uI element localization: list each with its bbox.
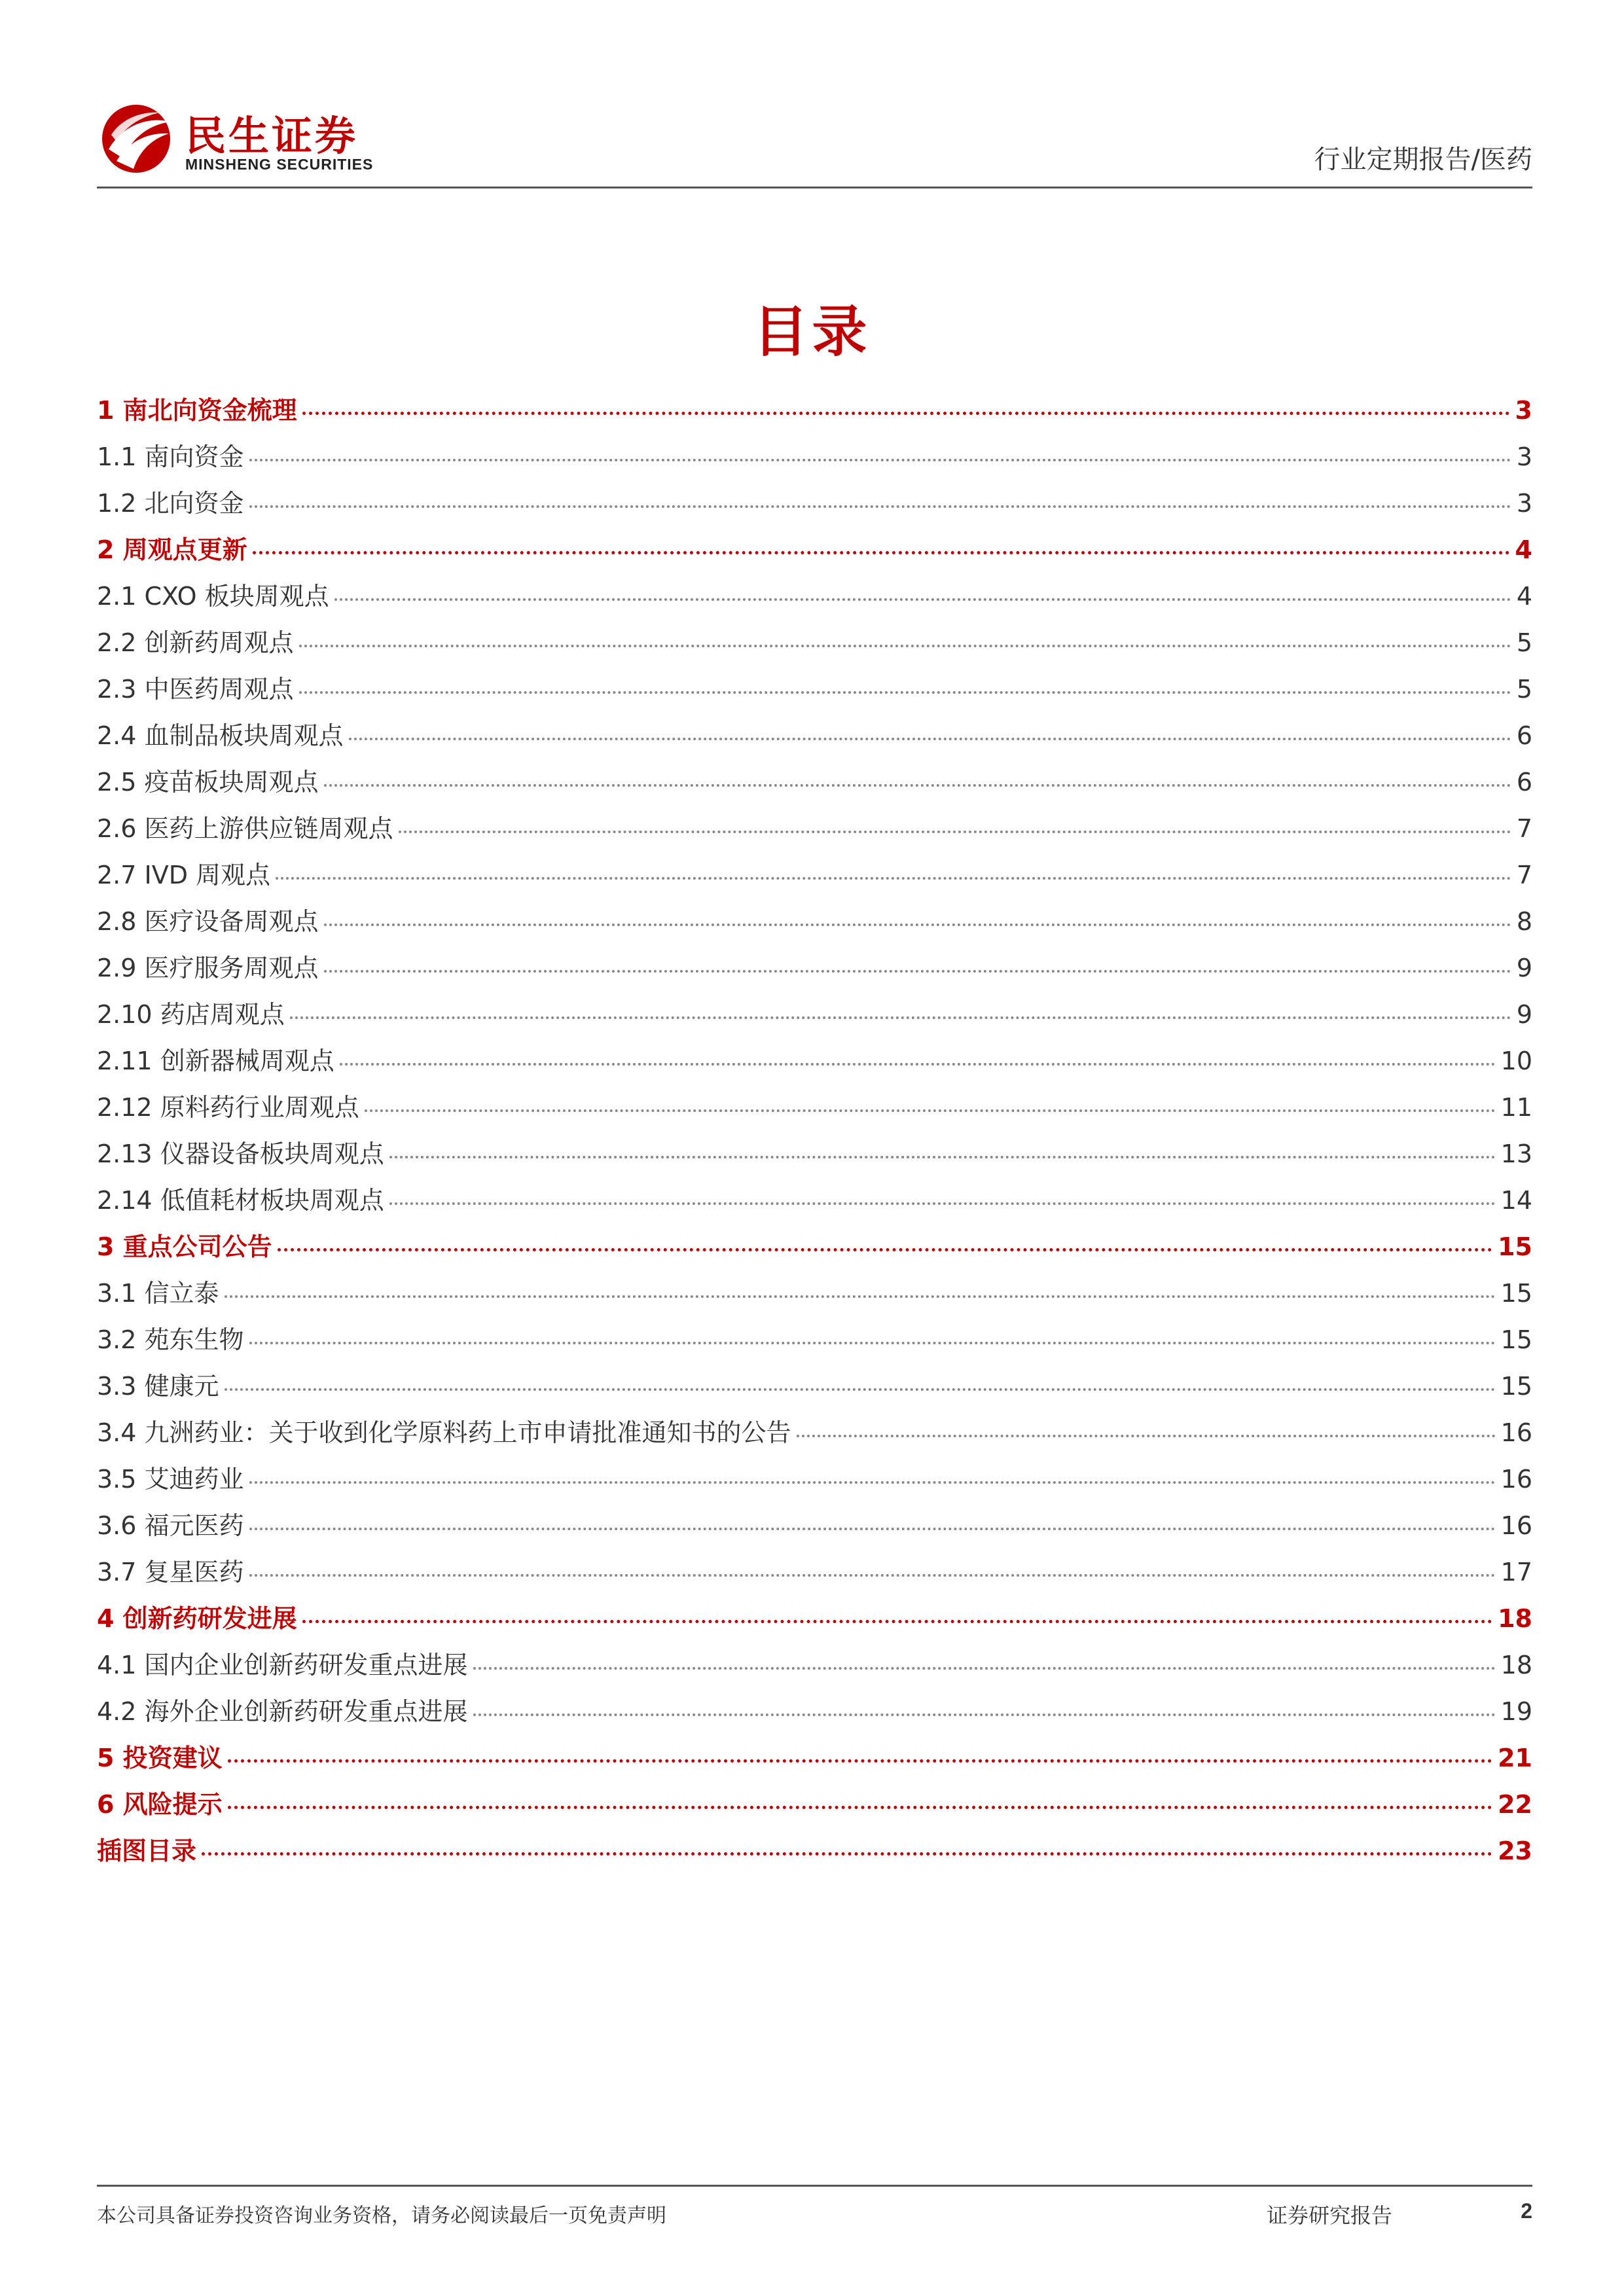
toc-entry[interactable] xyxy=(97,994,1532,1041)
toc-entry[interactable] xyxy=(97,1645,1532,1691)
toc-dot-leader xyxy=(249,1342,1496,1344)
toc-entry[interactable] xyxy=(97,1505,1532,1552)
minsheng-logo xyxy=(97,98,463,183)
toc-entry[interactable] xyxy=(97,808,1532,855)
toc-entry[interactable] xyxy=(97,1227,1532,1273)
toc-dot-leader xyxy=(399,831,1511,833)
toc-entry[interactable] xyxy=(97,669,1532,715)
toc-entry-label: 3 重点公司公告 xyxy=(97,1232,272,1261)
toc-dot-leader xyxy=(473,1713,1496,1716)
toc-entry-page: 16 xyxy=(1500,1465,1532,1494)
toc-entry-label: 1.2 北向资金 xyxy=(97,489,244,518)
footer-divider xyxy=(97,2185,1532,2187)
toc-entry-label: 2.5 疫苗板块周观点 xyxy=(97,768,319,797)
logo-chinese-name: 民生证券 xyxy=(185,112,359,160)
toc-dot-leader xyxy=(365,1109,1496,1112)
toc-entry[interactable] xyxy=(97,1412,1532,1459)
toc-dot-leader xyxy=(290,1016,1511,1019)
toc-entry-label: 3.2 苑东生物 xyxy=(97,1325,244,1354)
toc-entry-page: 21 xyxy=(1498,1744,1532,1772)
toc-entry-label: 2.10 药店周观点 xyxy=(97,1000,285,1029)
toc-dot-leader xyxy=(389,1156,1496,1158)
toc-entry[interactable] xyxy=(97,1831,1532,1877)
toc-dot-leader xyxy=(324,924,1511,926)
toc-entry-page: 11 xyxy=(1500,1093,1532,1122)
footer-disclaimer: 本公司具备证券投资咨询业务资格，请务必阅读最后一页免责声明 xyxy=(97,2204,666,2227)
toc-dot-leader xyxy=(249,1481,1496,1484)
toc-entry-page: 7 xyxy=(1516,814,1532,843)
toc-entry-page: 15 xyxy=(1500,1279,1532,1308)
toc-dot-leader xyxy=(389,1202,1496,1205)
toc-entry-page: 3 xyxy=(1516,442,1532,471)
toc-entry[interactable] xyxy=(97,1134,1532,1180)
toc-entry[interactable] xyxy=(97,576,1532,622)
toc-dot-leader xyxy=(228,1759,1492,1763)
toc-entry[interactable] xyxy=(97,390,1532,437)
logo-english-name: MINSHENG SECURITIES xyxy=(185,156,374,173)
toc-entry-label: 插图目录 xyxy=(97,1837,197,1865)
toc-entry[interactable] xyxy=(97,483,1532,529)
toc-dot-leader xyxy=(228,1806,1492,1809)
toc-entry[interactable] xyxy=(97,1087,1532,1134)
toc-entry[interactable] xyxy=(97,1180,1532,1227)
toc-entry-label: 3.7 复星医药 xyxy=(97,1558,244,1587)
toc-entry[interactable] xyxy=(97,529,1532,576)
page-header xyxy=(97,92,1532,190)
toc-dot-leader xyxy=(797,1435,1496,1437)
toc-entry-page: 15 xyxy=(1500,1372,1532,1401)
toc-entry-label: 4.2 海外企业创新药研发重点进展 xyxy=(97,1697,468,1726)
toc-dot-leader xyxy=(276,877,1511,880)
toc-dot-leader xyxy=(340,1063,1496,1066)
toc-entry-page: 16 xyxy=(1500,1511,1532,1540)
minsheng-logo-mark-icon xyxy=(97,98,175,177)
toc-entry-page: 18 xyxy=(1498,1604,1532,1633)
toc-entry-page: 8 xyxy=(1516,907,1532,936)
toc-entry[interactable] xyxy=(97,622,1532,669)
toc-entry-page: 14 xyxy=(1500,1186,1532,1215)
toc-entry-page: 18 xyxy=(1500,1651,1532,1679)
toc-dot-leader xyxy=(249,1574,1496,1577)
toc-dot-leader xyxy=(249,459,1511,461)
toc-dot-leader xyxy=(225,1295,1496,1298)
toc-dot-leader xyxy=(225,1388,1496,1391)
toc-entry-page: 7 xyxy=(1516,861,1532,889)
header-divider xyxy=(97,187,1532,188)
toc-entry-label: 3.1 信立泰 xyxy=(97,1279,219,1308)
toc-dot-leader xyxy=(473,1667,1496,1670)
toc-entry-label: 2.14 低值耗材板块周观点 xyxy=(97,1186,384,1215)
toc-entry-page: 22 xyxy=(1498,1790,1532,1819)
toc-entry-page: 6 xyxy=(1516,768,1532,797)
toc-dot-leader xyxy=(299,645,1511,647)
toc-entry-label: 2.3 中医药周观点 xyxy=(97,675,294,704)
toc-dot-leader xyxy=(334,598,1511,601)
toc-entry-label: 2.11 创新器械周观点 xyxy=(97,1047,334,1075)
toc-entry-page: 15 xyxy=(1498,1232,1532,1261)
page-number: 2 xyxy=(1521,2199,1532,2223)
table-of-contents xyxy=(97,390,1532,1877)
toc-dot-leader xyxy=(249,1528,1496,1530)
toc-entry-page: 9 xyxy=(1516,1000,1532,1029)
toc-entry-label: 3.4 九洲药业：关于收到化学原料药上市申请批准通知书的公告 xyxy=(97,1418,791,1447)
toc-entry-label: 2 周观点更新 xyxy=(97,535,247,564)
toc-entry-page: 19 xyxy=(1500,1697,1532,1726)
toc-entry-label: 4 创新药研发进展 xyxy=(97,1604,297,1633)
toc-entry-label: 2.6 医药上游供应链周观点 xyxy=(97,814,393,843)
toc-entry[interactable] xyxy=(97,1552,1532,1598)
toc-dot-leader xyxy=(302,1620,1492,1623)
toc-entry-label: 2.8 医疗设备周观点 xyxy=(97,907,319,936)
toc-dot-leader xyxy=(249,505,1511,508)
report-type-label: 行业定期报告/医药 xyxy=(1314,145,1532,175)
toc-entry[interactable] xyxy=(97,437,1532,483)
toc-dot-leader xyxy=(324,970,1511,973)
toc-entry-label: 3.5 艾迪药业 xyxy=(97,1465,244,1494)
toc-entry[interactable] xyxy=(97,1784,1532,1831)
toc-entry-page: 13 xyxy=(1500,1139,1532,1168)
toc-dot-leader xyxy=(302,412,1510,415)
toc-entry[interactable] xyxy=(97,762,1532,808)
toc-entry-label: 2.12 原料药行业周观点 xyxy=(97,1093,359,1122)
toc-dot-leader xyxy=(324,784,1511,787)
toc-entry[interactable] xyxy=(97,1041,1532,1087)
toc-entry[interactable] xyxy=(97,948,1532,994)
toc-entry-label: 2.7 IVD 周观点 xyxy=(97,861,271,889)
toc-entry[interactable] xyxy=(97,1738,1532,1784)
toc-entry-label: 3.3 健康元 xyxy=(97,1372,219,1401)
toc-entry-label: 2.1 CXO 板块周观点 xyxy=(97,582,329,611)
toc-entry-label: 2.2 创新药周观点 xyxy=(97,628,294,657)
toc-entry-label: 6 风险提示 xyxy=(97,1790,223,1819)
toc-title: 目录 xyxy=(753,300,871,364)
toc-entry-label: 1 南北向资金梳理 xyxy=(97,396,297,425)
toc-entry-label: 5 投资建议 xyxy=(97,1744,223,1772)
toc-entry[interactable] xyxy=(97,855,1532,901)
toc-entry-label: 2.4 血制品板块周观点 xyxy=(97,721,344,750)
toc-entry-page: 3 xyxy=(1516,489,1532,518)
toc-entry-page: 4 xyxy=(1516,582,1532,611)
toc-entry-label: 2.9 医疗服务周观点 xyxy=(97,954,319,982)
toc-entry-page: 10 xyxy=(1500,1047,1532,1075)
toc-entry-page: 6 xyxy=(1516,721,1532,750)
toc-entry[interactable] xyxy=(97,1691,1532,1738)
toc-entry[interactable] xyxy=(97,1319,1532,1366)
toc-entry-label: 1.1 南向资金 xyxy=(97,442,244,471)
toc-entry-page: 9 xyxy=(1516,954,1532,982)
footer-report-label: 证券研究报告 xyxy=(1267,2203,1393,2228)
toc-entry-page: 3 xyxy=(1515,396,1532,425)
toc-entry-page: 5 xyxy=(1516,675,1532,704)
toc-entry-page: 16 xyxy=(1500,1418,1532,1447)
toc-entry-page: 5 xyxy=(1516,628,1532,657)
toc-dot-leader xyxy=(278,1248,1492,1251)
toc-entry[interactable] xyxy=(97,1459,1532,1505)
toc-entry[interactable] xyxy=(97,1598,1532,1645)
toc-entry[interactable] xyxy=(97,715,1532,762)
toc-entry-label: 4.1 国内企业创新药研发重点进展 xyxy=(97,1651,468,1679)
toc-entry-page: 23 xyxy=(1498,1837,1532,1865)
toc-entry-page: 15 xyxy=(1500,1325,1532,1354)
toc-dot-leader xyxy=(299,691,1511,694)
toc-entry[interactable] xyxy=(97,1366,1532,1412)
toc-entry[interactable] xyxy=(97,1273,1532,1319)
toc-entry-label: 3.6 福元医药 xyxy=(97,1511,244,1540)
toc-entry-label: 2.13 仪器设备板块周观点 xyxy=(97,1139,384,1168)
toc-dot-leader xyxy=(253,551,1510,554)
toc-dot-leader xyxy=(349,738,1511,740)
toc-entry[interactable] xyxy=(97,901,1532,948)
toc-entry-page: 4 xyxy=(1515,535,1532,564)
toc-dot-leader xyxy=(202,1852,1492,1856)
toc-entry-page: 17 xyxy=(1500,1558,1532,1587)
